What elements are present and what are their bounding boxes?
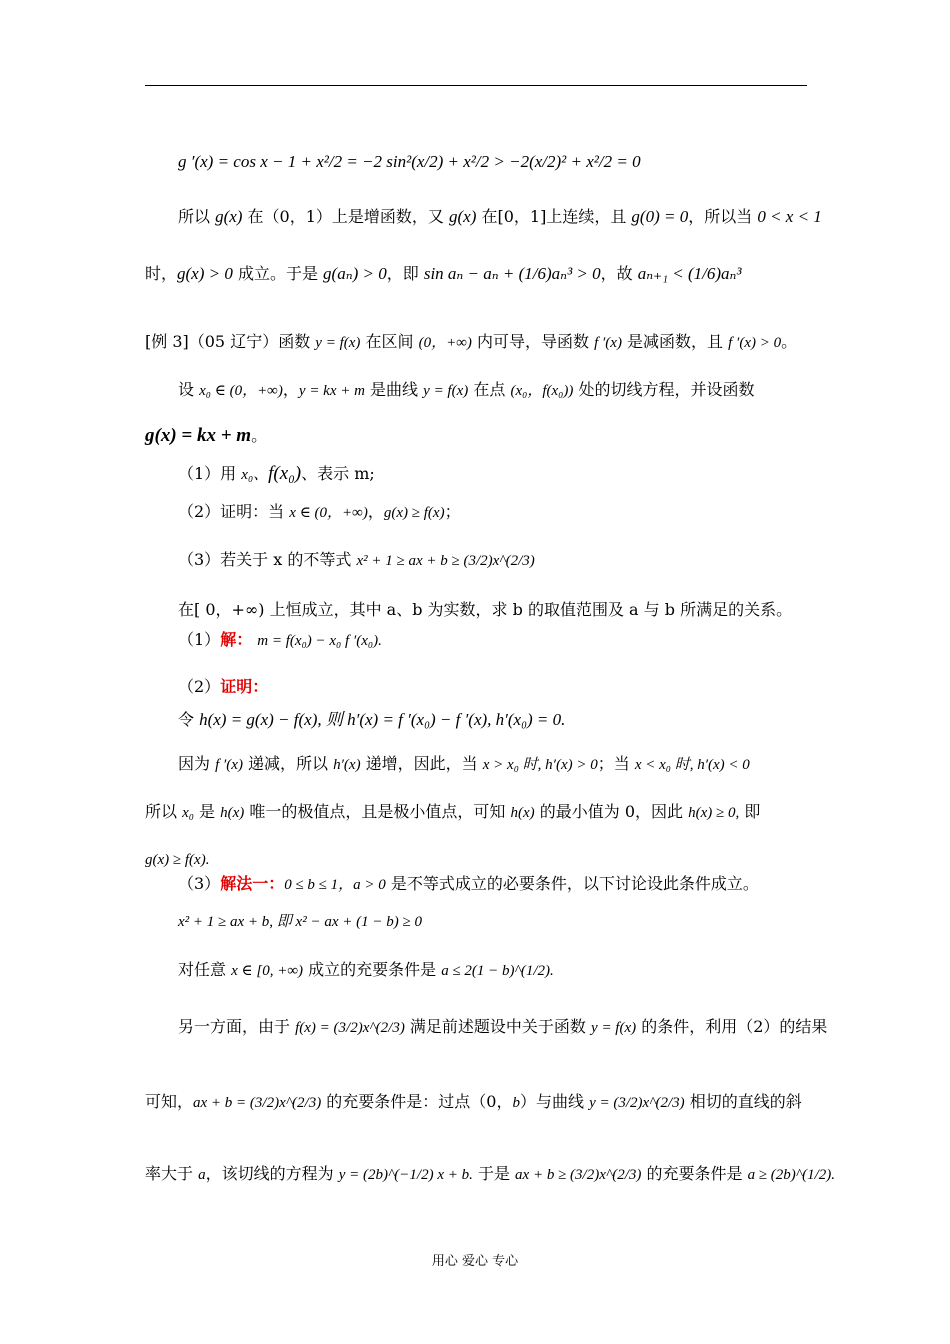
text-line: 率大于 a，该切线的方程为 y = (2b)^(−1/2) x + b. 于是 ax + b ≥ (3/2)x^(2/3) 的充要条件是 a ≥ (2b)^(1/2). — [145, 1164, 836, 1183]
text-line: 可知，ax + b = (3/2)x^(2/3) 的充要条件是：过点（0，b）与曲线 y = (3/2)x^(2/3) 相切的直线的斜 — [145, 1092, 802, 1111]
text-line: 另一方面，由于 f(x) = (3/2)x^(2/3) 满足前述题设中关于函数 y = f(x) 的条件，利用（2）的结果 — [178, 1017, 828, 1036]
question-2: （2）证明：当 x ∈ (0，+∞)，g(x) ≥ f(x)； — [178, 502, 461, 521]
solution-1: （1）解： m = f(x₀) − x₀ f ′(x₀). — [178, 630, 382, 649]
text-line: 对任意 x ∈ [0, +∞) 成立的充要条件是 a ≤ 2(1 − b)^(1/2). — [178, 960, 554, 979]
text-line: 所以 g(x) 在（0，1）上是增函数，又 g(x) 在[0，1]上连续，且 g(0) = 0，所以当 0 < x < 1 — [178, 207, 822, 226]
text-line: 令 h(x) = g(x) − f(x), 则 h′(x) = f ′(x₀) − f ′(x), h′(x₀) = 0. — [178, 710, 566, 729]
solution-3: （3）解法一：0 ≤ b ≤ 1，a > 0 是不等式成立的必要条件，以下讨论设此条件成立。 — [178, 874, 759, 893]
solution-2-heading: （2）证明： — [178, 677, 269, 696]
text-line: x² + 1 ≥ ax + b, 即 x² − ax + (1 − b) ≥ 0 — [178, 914, 422, 930]
example-3-heading: [例 3]（05 辽宁）函数 y = f(x) 在区间 (0，+∞) 内可导，导函数 f ′(x) 是减函数，且 f ′(x) > 0。 — [145, 332, 798, 351]
text-line: 设 x₀ ∈ (0，+∞)，y = kx + m 是曲线 y = f(x) 在点 (x₀，f(x₀)) 处的切线方程，并设函数 — [178, 380, 755, 399]
text-line: 所以 x₀ 是 h(x) 唯一的极值点，且是极小值点，可知 h(x) 的最小值为 0，因此 h(x) ≥ 0, 即 — [145, 802, 761, 821]
text-line: 时，g(x) > 0 成立。于是 g(aₙ) > 0，即 sin aₙ − aₙ + (1/6)aₙ³ > 0，故 aₙ₊₁ < (1/6)aₙ³ — [145, 264, 742, 283]
question-3: （3）若关于 x 的不等式 x² + 1 ≥ ax + b ≥ (3/2)x^(2/3) — [178, 550, 535, 569]
question-1: （1）用 x₀、f(x₀)、表示 m; — [178, 463, 375, 484]
function-g-definition: g(x) = kx + m。 — [145, 425, 268, 446]
formula-g-prime: g ′(x) = cos x − 1 + x²/2 = −2 sin²(x/2) + x²/2 > −2(x/2)² + x²/2 = 0 — [178, 152, 641, 171]
text-line: g(x) ≥ f(x). — [145, 852, 210, 868]
text-line: 在[ 0，+∞) 上恒成立，其中 a、b 为实数，求 b 的取值范围及 a 与 b 所满足的关系。 — [178, 600, 793, 619]
header-rule — [145, 85, 807, 86]
page-footer: 用心 爱心 专心 — [431, 1254, 519, 1269]
text-line: 因为 f ′(x) 递减，所以 h′(x) 递增，因此，当 x > x₀ 时, h′(x) > 0；当 x < x₀ 时, h′(x) < 0 — [178, 754, 750, 773]
